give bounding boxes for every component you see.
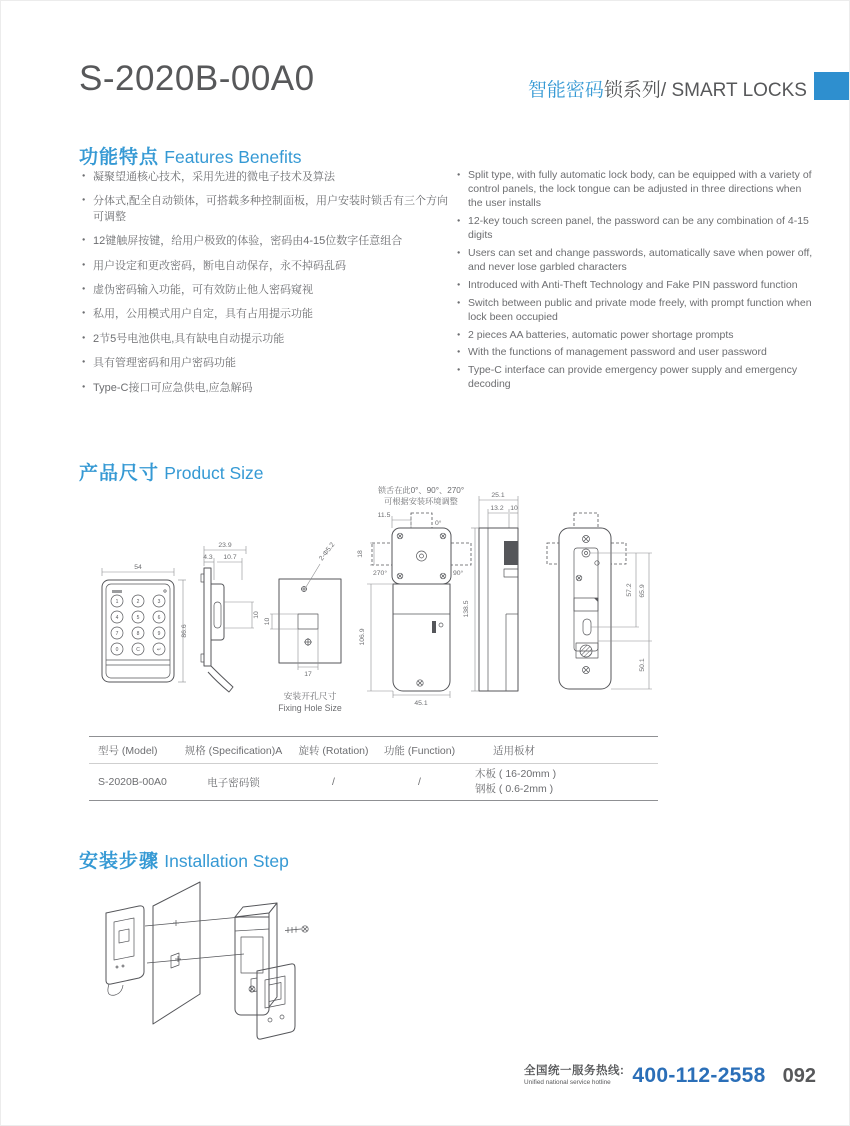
cell-function: / bbox=[376, 764, 463, 801]
dim-label: 4.3 bbox=[203, 554, 213, 561]
feature-item: ● Users can set and change passwords, automatically save when power off, and never lose garbled characters bbox=[456, 247, 814, 275]
lock-body-front-view bbox=[357, 485, 471, 707]
dim-label: 0° bbox=[435, 520, 442, 527]
dim-label: 11.5 bbox=[377, 512, 391, 519]
hotline-label-en: Unified national service hotline bbox=[524, 1078, 611, 1086]
dim-label: 23.9 bbox=[218, 542, 232, 549]
install-keypad bbox=[106, 906, 144, 995]
product-size-heading-cn: 产品尺寸 bbox=[79, 463, 160, 484]
dim-label: 17 bbox=[304, 671, 312, 678]
feature-item: ● 虚伪密码输入功能，可有效防止他人密码窥视 bbox=[81, 283, 453, 298]
cell-board bbox=[463, 764, 658, 801]
keypad-key: 8 bbox=[136, 631, 140, 637]
dim-label: 13.2 bbox=[490, 505, 504, 512]
dim-label: 106.9 bbox=[359, 628, 366, 646]
dim-label: 10 bbox=[253, 611, 260, 619]
hotline-block bbox=[524, 1066, 624, 1086]
keypad-logo bbox=[112, 590, 122, 593]
keypad-key: 4 bbox=[115, 615, 119, 621]
keypad-key: ↵ bbox=[156, 647, 162, 653]
features-heading bbox=[79, 142, 301, 169]
dim-label: 10 bbox=[510, 505, 518, 512]
feature-item: ● 私用，公用模式用户自定，具有占用提示功能 bbox=[81, 307, 453, 322]
product-size-heading-en: Product Size bbox=[164, 463, 264, 483]
col-header-spec: 规格 (Specification)A bbox=[176, 737, 291, 764]
dim-label: 2-Φ5.2 bbox=[318, 541, 337, 563]
corner-screws bbox=[397, 533, 446, 579]
fixing-hole-view bbox=[264, 541, 342, 713]
feature-item: ● Split type, with fully automatic lock body, can be equipped with a variety of control panels, the lock tongue can be adjusted in three directions when the user installs bbox=[456, 169, 814, 211]
install-alignment-lines bbox=[145, 917, 244, 963]
fixing-hole-caption-en: Fixing Hole Size bbox=[278, 703, 342, 713]
install-lock-body bbox=[235, 903, 277, 1015]
cell-model: S-2020B-00A0 bbox=[89, 764, 176, 801]
feature-item: ● 用户设定和更改密码，断电自动保存，永不掉码乱码 bbox=[81, 259, 453, 274]
board-line1: 木板 ( 16-20mm ) bbox=[475, 768, 557, 781]
features-heading-cn: 功能特点 bbox=[79, 147, 160, 168]
feature-item: ● 2节5号电池供电,具有缺电自动提示功能 bbox=[81, 332, 453, 347]
dim-label: 65.9 bbox=[639, 584, 646, 598]
keypad-key: 6 bbox=[157, 615, 161, 621]
dim-label: 86.6 bbox=[181, 624, 188, 638]
features-list-en bbox=[456, 169, 814, 396]
feature-item: ● 凝聚望通核心技术，采用先进的微电子技术及算法 bbox=[81, 170, 453, 185]
cell-rotation: / bbox=[291, 764, 376, 801]
feature-item: ● 分体式,配全自动锁体，可搭载多种控制面板，用户安装时锁舌有三个方向可调整 bbox=[81, 194, 453, 225]
installation-heading-en: Installation Step bbox=[164, 851, 289, 871]
page-number: 092 bbox=[782, 1065, 816, 1087]
dim-label: 270° bbox=[373, 570, 388, 577]
keypad-key: 3 bbox=[157, 599, 161, 605]
tongue-note-line2: 可根据安装环境调整 bbox=[384, 497, 458, 506]
installation-heading-cn: 安装步骤 bbox=[79, 851, 160, 872]
col-header-rotation: 旋转 (Rotation) bbox=[291, 737, 376, 764]
header-accent-box bbox=[814, 72, 849, 100]
features-heading-en: Features Benefits bbox=[164, 147, 302, 167]
dim-label: 57.2 bbox=[626, 583, 633, 597]
feature-item: ● Type-C interface can provide emergency power supply and emergency decoding bbox=[456, 364, 814, 392]
keypad-side-view bbox=[201, 542, 260, 692]
col-header-function: 功能 (Function) bbox=[376, 737, 463, 764]
feature-item: ● With the functions of management password and user password bbox=[456, 346, 814, 360]
series-header bbox=[528, 75, 807, 102]
keypad-keys bbox=[111, 595, 165, 655]
hotline-label-cn: 全国统一服务热线: bbox=[524, 1065, 625, 1077]
tongue-note-line1: 锁舌在此0°、90°、270° bbox=[377, 486, 465, 495]
dim-label: 90° bbox=[453, 570, 464, 577]
series-name-cn: 智能密码 bbox=[527, 80, 604, 101]
installation-heading bbox=[79, 846, 289, 873]
col-header-model: 型号 (Model) bbox=[89, 737, 176, 764]
dim-label: 138.5 bbox=[463, 600, 470, 618]
keypad-key: 5 bbox=[136, 615, 140, 621]
keypad-front-view bbox=[102, 564, 188, 682]
series-name-rest: 锁系列/ SMART LOCKS bbox=[603, 80, 807, 101]
feature-item: ● Introduced with Anti-Theft Technology and Fake PIN password function bbox=[456, 279, 814, 293]
hotline-phone-number: 400-112-2558 bbox=[632, 1064, 766, 1087]
dim-label: 25.1 bbox=[491, 492, 505, 499]
dim-label: 10.7 bbox=[223, 554, 237, 561]
fixing-hole-caption-cn: 安装开孔尺寸 bbox=[283, 691, 337, 701]
keypad-key: C bbox=[136, 647, 140, 653]
lock-body-back-view bbox=[547, 513, 652, 689]
keypad-key: 1 bbox=[115, 599, 119, 605]
spec-table-header-row bbox=[89, 737, 658, 764]
features-list-cn bbox=[81, 170, 453, 405]
install-screw bbox=[285, 926, 308, 933]
feature-item: ● 2 pieces AA batteries, automatic power shortage prompts bbox=[456, 329, 814, 343]
feature-item: ● 12-key touch screen panel, the password can be any combination of 4-15 digits bbox=[456, 215, 814, 243]
dim-label: 45.1 bbox=[414, 700, 428, 707]
spec-table bbox=[89, 736, 658, 801]
keypad-key: 0 bbox=[115, 647, 119, 653]
col-header-board: 适用板材 bbox=[463, 737, 658, 764]
feature-item: ● 12键触屏按键，给用户极致的体验，密码由4-15位数字任意组合 bbox=[81, 234, 453, 249]
keypad-led bbox=[164, 590, 166, 592]
feature-item: ● 具有管理密码和用户密码功能 bbox=[81, 356, 453, 371]
feature-item: ● Type-C接口可应急供电,应急解码 bbox=[81, 381, 453, 396]
install-door-panel bbox=[153, 882, 200, 1024]
cell-spec: 电子密码锁 bbox=[176, 764, 291, 801]
spec-table-row bbox=[89, 764, 658, 801]
board-line2: 钢板 ( 0.6-2mm ) bbox=[475, 783, 554, 795]
product-size-heading bbox=[79, 458, 264, 485]
dim-label: 54 bbox=[134, 564, 142, 571]
dim-label: 50.1 bbox=[639, 658, 646, 672]
keypad-key: 2 bbox=[136, 599, 140, 605]
feature-item: ● Switch between public and private mode freely, with prompt function when lock been occupied bbox=[456, 297, 814, 325]
dim-label: 10 bbox=[264, 617, 271, 626]
lock-body-side-view bbox=[463, 492, 518, 691]
keypad-key: 9 bbox=[157, 631, 161, 637]
dim-label: 18 bbox=[357, 550, 364, 558]
keypad-key: 7 bbox=[115, 631, 119, 637]
page-title: S-2020B-00A0 bbox=[79, 59, 315, 98]
product-size-drawings bbox=[86, 484, 676, 734]
installation-diagram bbox=[89, 879, 334, 1059]
footer bbox=[524, 1064, 816, 1088]
